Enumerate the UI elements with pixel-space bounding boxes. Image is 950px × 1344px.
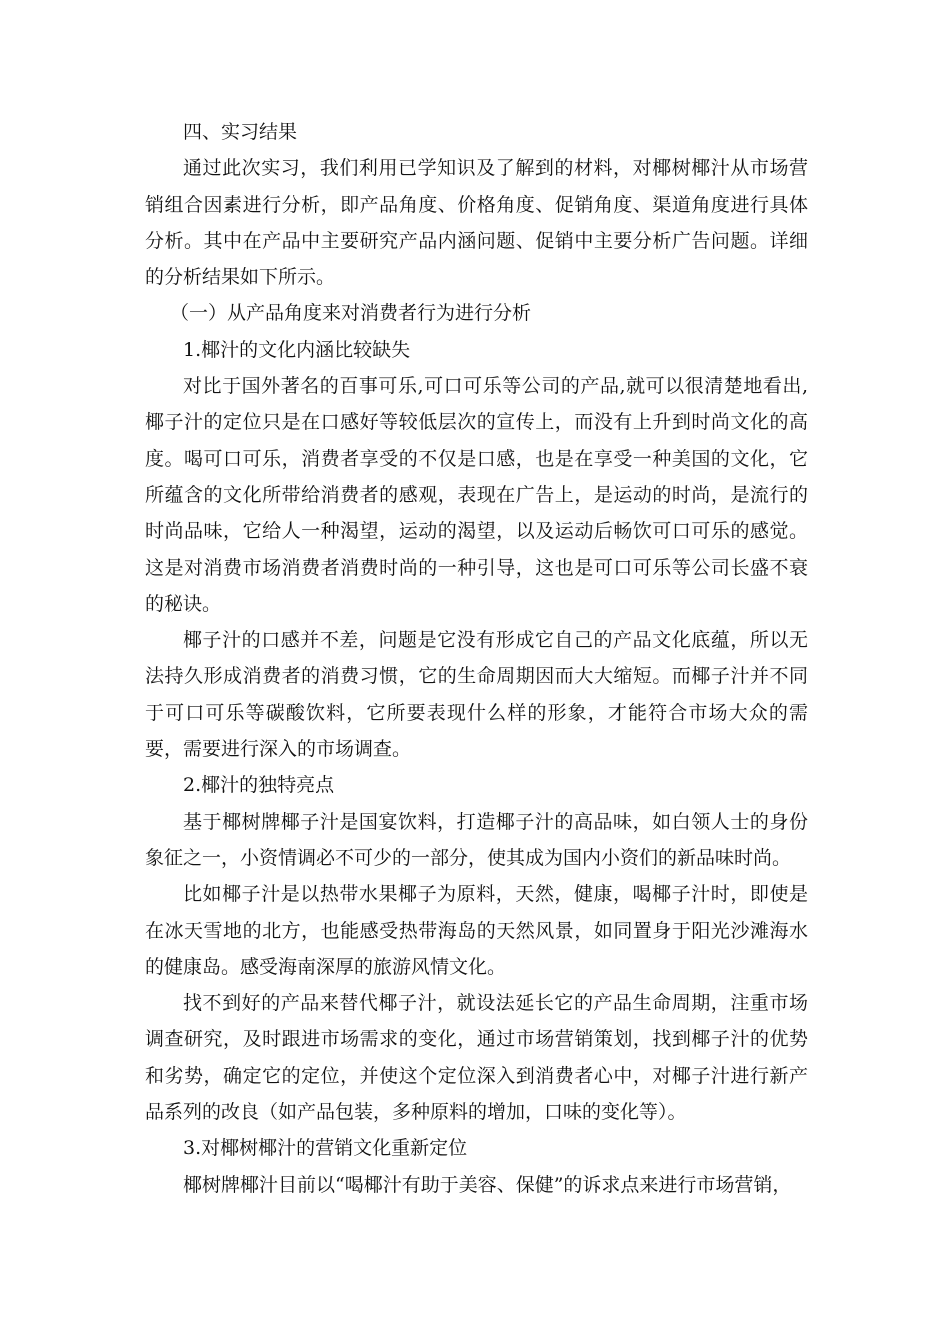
document-body (145, 114, 808, 1203)
paragraph-repositioning: 椰树牌椰汁目前以“喝椰汁有助于美容、保健”的诉求点来进行市场营销， (183, 1173, 792, 1196)
heading-highlights: 2.椰汁的独特亮点 (183, 774, 335, 797)
paragraph-highlights-3: 找不到好的产品来替代椰子汁，就设法延长它的产品生命周期，注重市场调查研究，及时跟进市场需求的变化，通过市场营销策划，找到椰子汁的优势和劣势，确定它的定位，并使这个定位深入到消费者心中，对椰子汁进行新产品系列的改良（如产品包装，多种原料的增加，口味的变化等）。 (145, 992, 808, 1124)
heading-repositioning: 3.对椰树椰汁的营销文化重新定位 (183, 1137, 468, 1160)
subsection-title: （一）从产品角度来对消费者行为进行分析 (170, 302, 532, 325)
paragraph-highlights-2: 比如椰子汁是以热带水果椰子为原料，天然，健康，喝椰子汁时，即使是在冰天雪地的北方，也能感受热带海岛的天然风景，如同置身于阳光沙滩海水的健康岛。感受海南深厚的旅游风情文化。 (145, 883, 808, 978)
section-title: 四、实习结果 (183, 121, 298, 143)
paragraph-culture-1: 对比于国外著名的百事可乐,可口可乐等公司的产品,就可以很清楚地看出,椰子汁的定位只是在口感好等较低层次的宣传上，而没有上升到时尚文化的高度。喝可口可乐，消费者享受的不仅是口感，也是在享受一种美国的文化，它所蕴含的文化所带给消费者的感观，表现在广告上，是运动的时尚，是流行的时尚品味，它给人一种渴望，运动的渴望，以及运动后畅饮可口可乐的感觉。这是对消费市场消费者消费时尚的一种引导，这也是可口可乐等公司长盛不衰的秘诀。 (145, 375, 808, 615)
paragraph-culture-2: 椰子汁的口感并不差，问题是它没有形成它自己的产品文化底蕴，所以无法持久形成消费者的消费习惯，它的生命周期因而大大缩短。而椰子汁并不同于可口可乐等碳酸饮料，它所要表现什么样的形象，才能符合市场大众的需要，需要进行深入的市场调查。 (145, 629, 808, 761)
heading-culture: 1.椰汁的文化内涵比较缺失 (183, 338, 411, 361)
paragraph-highlights-1: 基于椰树牌椰子汁是国宴饮料，打造椰子汁的高品味，如白领人士的身份象征之一，小资情调必不可少的一部分，使其成为国内小资们的新品味时尚。 (145, 810, 808, 869)
intro-paragraph: 通过此次实习，我们利用已学知识及了解到的材料，对椰树椰汁从市场营销组合因素进行分析，即产品角度、价格角度、促销角度、渠道角度进行具体分析。其中在产品中主要研究产品内涵问题、促销中主要分析广告问题。详细的分析结果如下所示。 (145, 157, 808, 289)
